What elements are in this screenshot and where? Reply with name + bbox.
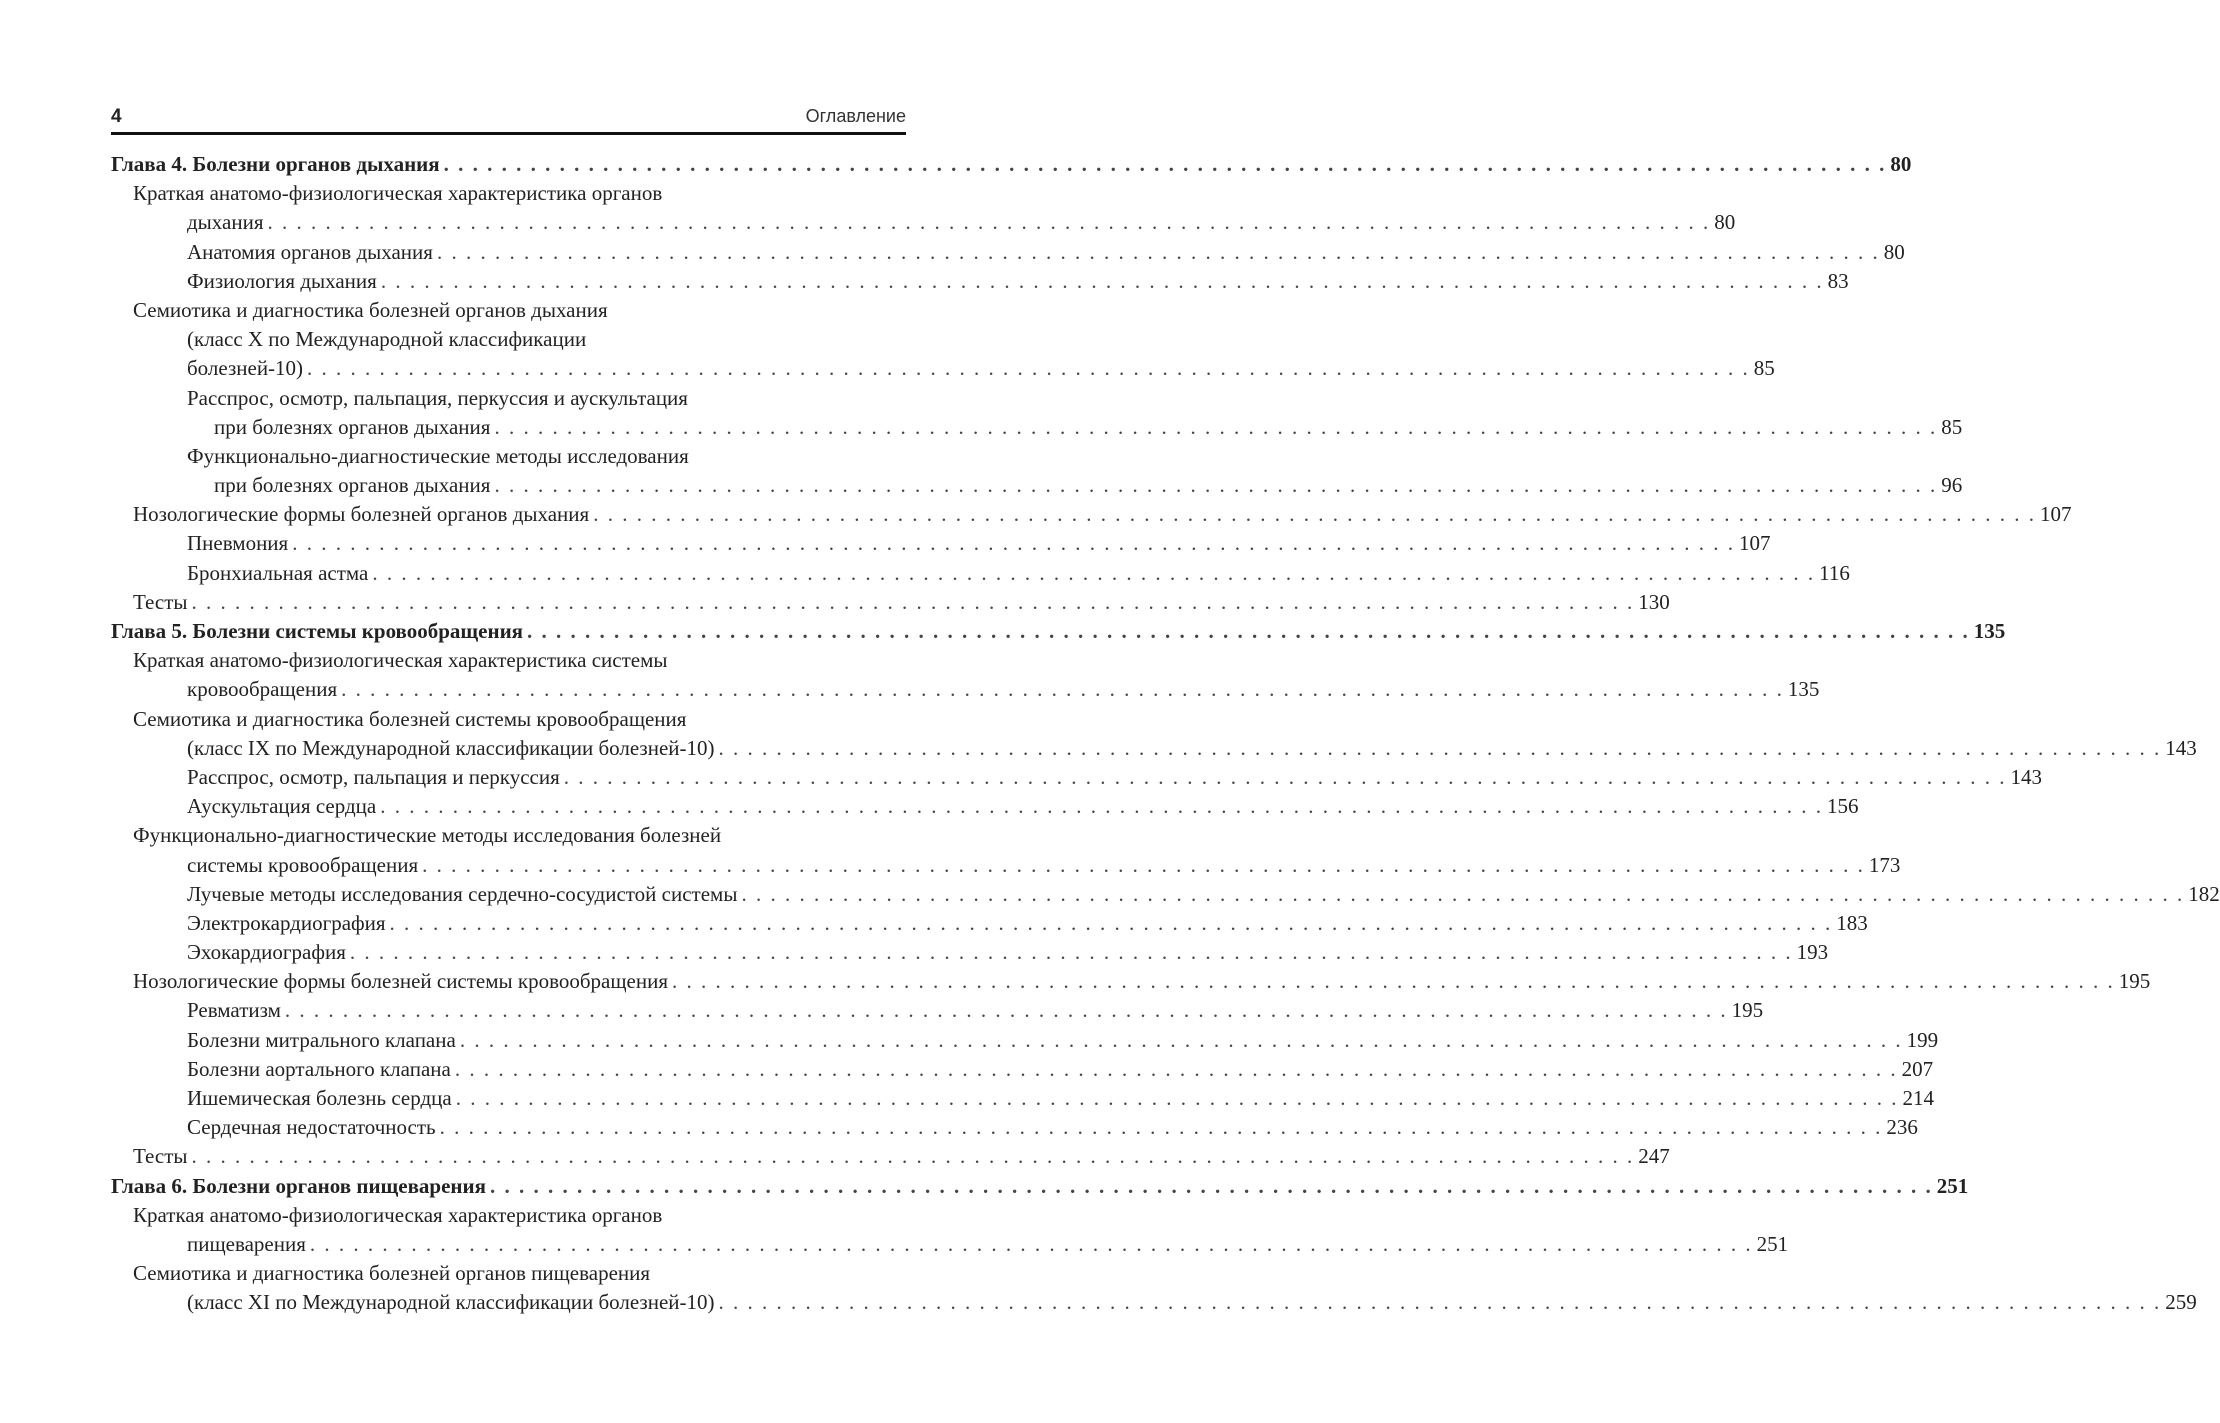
- toc-entry-line: Краткая анатомо-физиологическая характеристика системы: [133, 648, 668, 673]
- toc-entry[interactable]: Физиология дыхания . . . 83: [111, 267, 906, 296]
- toc-entry-line: Семиотика и диагностика болезней органов дыхания: [133, 297, 608, 322]
- toc-entry-line: Краткая анатомо-физиологическая характеристика органов: [133, 181, 663, 206]
- toc-entry[interactable]: Бронхиальная астма . . . 116: [111, 559, 906, 588]
- toc-entry-line: (класс X по Международной классификации: [187, 327, 587, 352]
- toc-entry-line: Функционально-диагностические методы исследования: [187, 443, 689, 468]
- toc-entry[interactable]: при болезнях органов дыхания . . . 96: [111, 471, 906, 500]
- toc-entry[interactable]: болезней-10) . . . 85: [111, 354, 906, 383]
- toc-entry[interactable]: Аускультация сердца . . . 156: [111, 792, 906, 821]
- toc-entry-line: Семиотика и диагностика болезней органов пищеварения: [133, 1261, 651, 1286]
- toc-entry[interactable]: кровообращения . . . 135: [111, 675, 906, 704]
- toc-entry[interactable]: пищеварения . . . 251: [111, 1230, 906, 1259]
- toc-entry[interactable]: (класс IX по Международной классификации болезней-10) . . . 143: [111, 734, 906, 763]
- toc-entry[interactable]: Сердечная недостаточность . . . 236: [111, 1113, 906, 1142]
- toc-entry[interactable]: Болезни митрального клапана . . . 199: [111, 1026, 906, 1055]
- toc-entry[interactable]: Лучевые методы исследования сердечно-сосудистой системы . . . 182: [111, 880, 906, 909]
- toc-entry[interactable]: Электрокардиография . . . 183: [111, 909, 906, 938]
- toc-entry[interactable]: системы кровообращения . . . 173: [111, 851, 906, 880]
- toc-entry-line: Семиотика и диагностика болезней системы кровообращения: [133, 706, 687, 731]
- toc-entry[interactable]: Эхокардиография . . . 193: [111, 938, 906, 967]
- toc-entry[interactable]: Ревматизм . . . 195: [111, 996, 906, 1025]
- toc-entry-line: Расспрос, осмотр, пальпация, перкуссия и аускультация: [187, 385, 688, 410]
- toc-entry[interactable]: Анатомия органов дыхания . . . 80: [111, 238, 906, 267]
- toc-entry-line: Функционально-диагностические методы исследования болезней: [133, 823, 722, 848]
- toc-chapter-4[interactable]: Глава 4. Болезни органов дыхания . . . 80: [111, 150, 906, 179]
- toc-entry[interactable]: Ишемическая болезнь сердца . . . 214: [111, 1084, 906, 1113]
- toc-chapter-6[interactable]: Глава 6. Болезни органов пищеварения . . . 251: [111, 1172, 906, 1201]
- toc-entry[interactable]: при болезнях органов дыхания . . . 85: [111, 413, 906, 442]
- table-of-contents: [111, 150, 2220, 1318]
- toc-entry[interactable]: дыхания . . . 80: [111, 208, 906, 237]
- toc-entry-line: Краткая анатомо-физиологическая характеристика органов: [133, 1202, 663, 1227]
- toc-entry[interactable]: Болезни аортального клапана . . . 207: [111, 1055, 906, 1084]
- page-header: [111, 100, 906, 135]
- toc-chapter-5[interactable]: Глава 5. Болезни системы кровообращения . . . 135: [111, 617, 906, 646]
- page-number: 4: [111, 106, 122, 127]
- toc-entry[interactable]: Пневмония . . . 107: [111, 529, 906, 558]
- toc-entry[interactable]: Тесты . . . 130: [111, 588, 906, 617]
- toc-entry[interactable]: Нозологические формы болезней органов дыхания . . . 107: [111, 500, 906, 529]
- toc-entry[interactable]: Тесты . . . 247: [111, 1142, 906, 1171]
- toc-entry[interactable]: Нозологические формы болезней системы кровообращения . . . 195: [111, 967, 906, 996]
- toc-entry[interactable]: (класс XI по Международной классификации болезней-10) . . . 259: [111, 1288, 906, 1317]
- running-title: Оглавление: [805, 106, 906, 126]
- toc-entry[interactable]: Расспрос, осмотр, пальпация и перкуссия . . . 143: [111, 763, 906, 792]
